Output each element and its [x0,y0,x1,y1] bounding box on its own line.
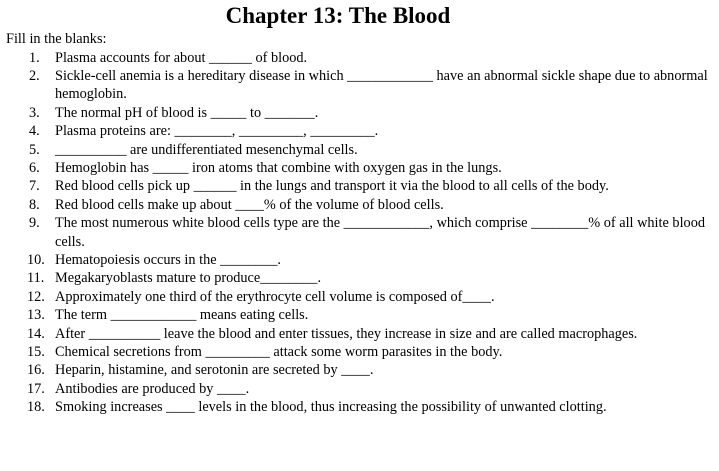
question-list [0,49,719,417]
question-text: Approximately one third of the erythrocyte cell volume is composed of____. [55,288,495,305]
question-item [0,122,719,140]
question-item [0,67,719,104]
question-item [0,49,719,67]
question-text: Hemoglobin has _____ iron atoms that combine with oxygen gas in the lungs. [55,159,502,176]
question-text: Red blood cells pick up ______ in the lungs and transport it via the blood to all cells of the body. [55,178,609,195]
question-number: 7. [29,178,40,195]
question-item [0,177,719,195]
question-text: Antibodies are produced by ____. [55,380,250,397]
page-title: Chapter 13: The Blood [225,3,451,28]
question-number: 12. [27,288,45,305]
question-item [0,398,719,416]
question-text: __________ are undifferentiated mesenchymal cells. [55,141,358,158]
question-text: After __________ leave the blood and enter tissues, they increase in size and are called macrophages. [55,325,638,342]
question-number: 3. [29,104,40,121]
question-text: The normal pH of blood is _____ to _______. [55,104,319,121]
question-number: 18. [27,399,45,416]
question-number: 9. [29,215,40,232]
question-text: Plasma accounts for about ______ of blood. [55,49,308,66]
question-item [0,159,719,177]
question-text: Chemical secretions from _________ attack some worm parasites in the body. [55,344,503,360]
instructions: Fill in the blanks: [6,31,107,47]
question-item [0,269,719,287]
question-item [0,251,719,269]
question-item [0,343,719,361]
question-text: The most numerous white blood cells type are the ____________, which comprise ________% of all white blood cells. [55,215,705,250]
question-number: 2. [29,67,40,84]
question-text: Hematopoiesis occurs in the ________. [55,251,281,268]
question-item [0,361,719,379]
question-number: 4. [29,123,40,140]
question-text: The term ____________ means eating cells. [55,307,309,324]
question-number: 15. [27,344,45,360]
question-item [0,141,719,159]
question-text: Plasma proteins are: ________, _________, _________. [55,123,379,140]
question-text: Red blood cells make up about ____% of the volume of blood cells. [55,196,444,213]
question-item [0,306,719,324]
question-number: 8. [29,196,40,213]
question-text: Sickle-cell anemia is a hereditary disease in which ____________ have an abnormal sickle shape due to abnormal hemoglobin. [55,67,708,103]
question-number: 10. [27,251,45,268]
question-item [0,325,719,343]
question-number: 1. [29,49,40,66]
question-item [0,380,719,398]
question-number: 5. [29,141,40,158]
question-number: 17. [27,380,45,397]
question-number: 16. [27,362,45,379]
question-item [0,214,719,251]
question-number: 6. [29,159,40,176]
question-text: Smoking increases ____ levels in the blood, thus increasing the possibility of unwanted clotting. [55,399,607,416]
question-item [0,288,719,306]
question-text: Heparin, histamine, and serotonin are secreted by ____. [55,362,374,379]
question-text: Megakaryoblasts mature to produce________. [55,270,322,287]
question-number: 13. [27,307,45,324]
question-item [0,104,719,122]
question-number: 11. [27,270,45,287]
question-item [0,196,719,214]
question-number: 14. [27,325,45,342]
